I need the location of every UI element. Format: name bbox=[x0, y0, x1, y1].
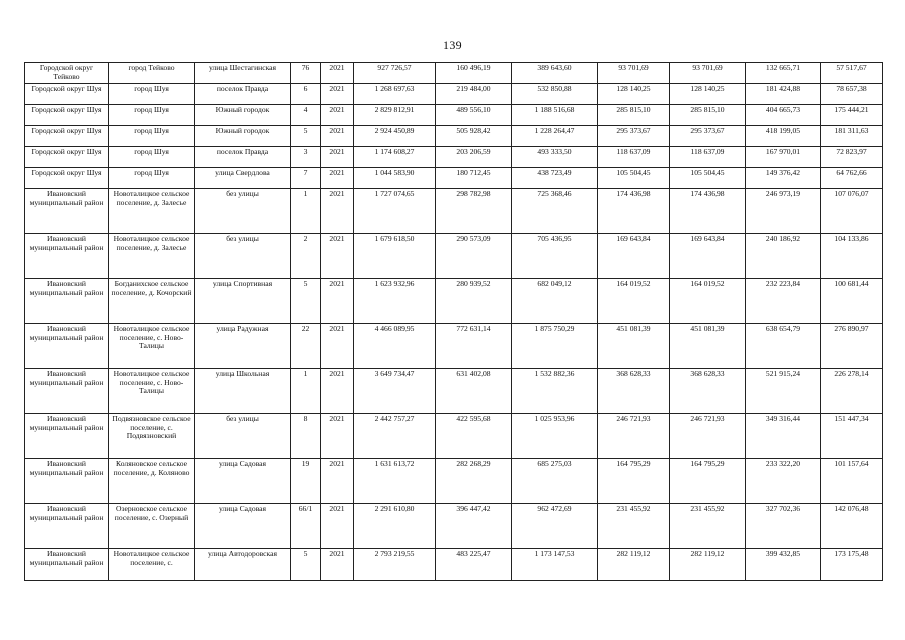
cell-municipality: Ивановский муниципальный район bbox=[25, 369, 109, 414]
cell-cost-col-10: 231 455,92 bbox=[670, 504, 746, 549]
cell-street: Южный городок bbox=[195, 126, 291, 147]
cell-street: улица Садовая bbox=[195, 504, 291, 549]
cell-year: 2021 bbox=[321, 234, 354, 279]
table-row bbox=[25, 105, 883, 126]
cell-cost-col-11: 418 199,05 bbox=[746, 126, 821, 147]
cell-settlement: Подвязновское сельское поселение, с. Подвязновский bbox=[109, 414, 195, 459]
cell-cost-col-12: 72 823,97 bbox=[821, 147, 883, 168]
cell-cost-col-10: 93 701,69 bbox=[670, 63, 746, 84]
cell-street: улица Шестагинская bbox=[195, 63, 291, 84]
cell-total-cost: 4 466 089,95 bbox=[354, 324, 436, 369]
table-row bbox=[25, 126, 883, 147]
cell-municipality: Ивановский муниципальный район bbox=[25, 459, 109, 504]
cell-cost-col-8: 1 025 953,96 bbox=[512, 414, 598, 459]
cell-year: 2021 bbox=[321, 147, 354, 168]
cell-total-cost: 2 793 219,55 bbox=[354, 549, 436, 581]
cell-total-cost: 3 649 734,47 bbox=[354, 369, 436, 414]
cell-street: поселок Правда bbox=[195, 147, 291, 168]
cell-cost-col-9: 164 019,52 bbox=[598, 279, 670, 324]
cell-cost-col-7: 422 595,68 bbox=[436, 414, 512, 459]
cell-settlement: Новоталицкое сельское поселение, с. Ново-Талицы bbox=[109, 324, 195, 369]
cell-street: Южный городок bbox=[195, 105, 291, 126]
cell-cost-col-10: 368 628,33 bbox=[670, 369, 746, 414]
cell-municipality: Ивановский муниципальный район bbox=[25, 189, 109, 234]
cell-cost-col-10: 164 795,29 bbox=[670, 459, 746, 504]
cell-cost-col-8: 532 850,88 bbox=[512, 84, 598, 105]
cell-cost-col-9: 93 701,69 bbox=[598, 63, 670, 84]
cell-cost-col-9: 285 815,10 bbox=[598, 105, 670, 126]
cell-cost-col-8: 725 368,46 bbox=[512, 189, 598, 234]
cell-year: 2021 bbox=[321, 126, 354, 147]
cell-cost-col-12: 101 157,64 bbox=[821, 459, 883, 504]
cell-cost-col-9: 295 373,67 bbox=[598, 126, 670, 147]
cell-settlement: город Шуя bbox=[109, 105, 195, 126]
cell-cost-col-12: 57 517,67 bbox=[821, 63, 883, 84]
cell-house-number: 7 bbox=[291, 168, 321, 189]
cell-settlement: Озерновское сельское поселение, с. Озерный bbox=[109, 504, 195, 549]
cell-cost-col-12: 100 681,44 bbox=[821, 279, 883, 324]
cell-cost-col-8: 1 188 516,68 bbox=[512, 105, 598, 126]
cell-cost-col-11: 240 186,92 bbox=[746, 234, 821, 279]
cell-house-number: 3 bbox=[291, 147, 321, 168]
cell-municipality: Ивановский муниципальный район bbox=[25, 279, 109, 324]
cell-cost-col-9: 451 081,39 bbox=[598, 324, 670, 369]
cell-cost-col-10: 282 119,12 bbox=[670, 549, 746, 581]
cell-street: улица Автодоровская bbox=[195, 549, 291, 581]
cell-year: 2021 bbox=[321, 414, 354, 459]
cell-cost-col-11: 167 970,01 bbox=[746, 147, 821, 168]
cell-cost-col-12: 175 444,21 bbox=[821, 105, 883, 126]
cell-cost-col-10: 164 019,52 bbox=[670, 279, 746, 324]
cell-total-cost: 1 174 608,27 bbox=[354, 147, 436, 168]
table-row bbox=[25, 504, 883, 549]
cell-municipality: Ивановский муниципальный район bbox=[25, 414, 109, 459]
cell-municipality: Ивановский муниципальный район bbox=[25, 234, 109, 279]
cell-total-cost: 1 679 618,50 bbox=[354, 234, 436, 279]
cell-settlement: Коляновское сельское поселение, д. Коляново bbox=[109, 459, 195, 504]
cell-cost-col-11: 404 665,73 bbox=[746, 105, 821, 126]
cell-cost-col-8: 1 875 750,29 bbox=[512, 324, 598, 369]
cell-municipality: Городской округ Тейково bbox=[25, 63, 109, 84]
cell-cost-col-10: 105 504,45 bbox=[670, 168, 746, 189]
cell-year: 2021 bbox=[321, 504, 354, 549]
cell-house-number: 76 bbox=[291, 63, 321, 84]
cell-cost-col-9: 169 643,84 bbox=[598, 234, 670, 279]
cell-year: 2021 bbox=[321, 324, 354, 369]
cell-cost-col-12: 107 076,07 bbox=[821, 189, 883, 234]
cell-cost-col-7: 282 268,29 bbox=[436, 459, 512, 504]
cell-house-number: 1 bbox=[291, 189, 321, 234]
cell-year: 2021 bbox=[321, 189, 354, 234]
cell-cost-col-10: 295 373,67 bbox=[670, 126, 746, 147]
cell-street: улица Школьная bbox=[195, 369, 291, 414]
cell-total-cost: 1 623 932,96 bbox=[354, 279, 436, 324]
cell-cost-col-7: 290 573,09 bbox=[436, 234, 512, 279]
registry-table-body bbox=[25, 63, 883, 581]
cell-cost-col-8: 493 333,50 bbox=[512, 147, 598, 168]
cell-cost-col-12: 276 890,97 bbox=[821, 324, 883, 369]
cell-street: улица Свердлова bbox=[195, 168, 291, 189]
cell-total-cost: 1 631 613,72 bbox=[354, 459, 436, 504]
table-row bbox=[25, 324, 883, 369]
cell-house-number: 66/1 bbox=[291, 504, 321, 549]
cell-settlement: Богданихское сельское поселение, д. Кочорский bbox=[109, 279, 195, 324]
cell-cost-col-8: 685 275,03 bbox=[512, 459, 598, 504]
cell-cost-col-11: 181 424,88 bbox=[746, 84, 821, 105]
cell-settlement: Новоталицкое сельское поселение, с. Ново-Талицы bbox=[109, 369, 195, 414]
cell-cost-col-7: 203 206,59 bbox=[436, 147, 512, 168]
cell-cost-col-7: 772 631,14 bbox=[436, 324, 512, 369]
cell-cost-col-10: 118 637,09 bbox=[670, 147, 746, 168]
cell-cost-col-8: 705 436,95 bbox=[512, 234, 598, 279]
cell-house-number: 19 bbox=[291, 459, 321, 504]
table-row bbox=[25, 147, 883, 168]
cell-year: 2021 bbox=[321, 84, 354, 105]
cell-cost-col-8: 1 532 882,36 bbox=[512, 369, 598, 414]
cell-year: 2021 bbox=[321, 459, 354, 504]
cell-street: поселок Правда bbox=[195, 84, 291, 105]
cell-total-cost: 1 727 074,65 bbox=[354, 189, 436, 234]
cell-house-number: 22 bbox=[291, 324, 321, 369]
cell-year: 2021 bbox=[321, 168, 354, 189]
cell-cost-col-12: 173 175,48 bbox=[821, 549, 883, 581]
cell-cost-col-10: 174 436,98 bbox=[670, 189, 746, 234]
cell-settlement: город Шуя bbox=[109, 126, 195, 147]
cell-cost-col-12: 142 076,48 bbox=[821, 504, 883, 549]
cell-street: без улицы bbox=[195, 189, 291, 234]
cell-year: 2021 bbox=[321, 279, 354, 324]
cell-municipality: Ивановский муниципальный район bbox=[25, 504, 109, 549]
cell-street: без улицы bbox=[195, 414, 291, 459]
cell-municipality: Городской округ Шуя bbox=[25, 105, 109, 126]
cell-cost-col-11: 233 322,20 bbox=[746, 459, 821, 504]
cell-cost-col-7: 180 712,45 bbox=[436, 168, 512, 189]
cell-cost-col-9: 128 140,25 bbox=[598, 84, 670, 105]
cell-cost-col-11: 521 915,24 bbox=[746, 369, 821, 414]
cell-year: 2021 bbox=[321, 105, 354, 126]
cell-cost-col-8: 962 472,69 bbox=[512, 504, 598, 549]
cell-municipality: Городской округ Шуя bbox=[25, 126, 109, 147]
cell-total-cost: 927 726,57 bbox=[354, 63, 436, 84]
cell-total-cost: 2 829 812,91 bbox=[354, 105, 436, 126]
cell-cost-col-12: 104 133,86 bbox=[821, 234, 883, 279]
cell-settlement: город Шуя bbox=[109, 84, 195, 105]
cell-cost-col-7: 396 447,42 bbox=[436, 504, 512, 549]
cell-cost-col-9: 246 721,93 bbox=[598, 414, 670, 459]
cell-house-number: 5 bbox=[291, 126, 321, 147]
cell-cost-col-9: 164 795,29 bbox=[598, 459, 670, 504]
cell-cost-col-9: 105 504,45 bbox=[598, 168, 670, 189]
cell-cost-col-7: 280 939,52 bbox=[436, 279, 512, 324]
table-row bbox=[25, 414, 883, 459]
cell-settlement: город Тейково bbox=[109, 63, 195, 84]
cell-cost-col-11: 149 376,42 bbox=[746, 168, 821, 189]
table-row bbox=[25, 63, 883, 84]
cell-cost-col-12: 226 278,14 bbox=[821, 369, 883, 414]
cell-cost-col-11: 246 973,19 bbox=[746, 189, 821, 234]
cell-cost-col-7: 219 484,00 bbox=[436, 84, 512, 105]
cell-cost-col-12: 151 447,34 bbox=[821, 414, 883, 459]
cell-cost-col-8: 1 228 264,47 bbox=[512, 126, 598, 147]
cell-cost-col-10: 451 081,39 bbox=[670, 324, 746, 369]
table-row bbox=[25, 168, 883, 189]
cell-total-cost: 2 442 757,27 bbox=[354, 414, 436, 459]
cell-settlement: Новоталицкое сельское поселение, с. bbox=[109, 549, 195, 581]
cell-cost-col-8: 438 723,49 bbox=[512, 168, 598, 189]
cell-house-number: 5 bbox=[291, 279, 321, 324]
cell-house-number: 6 bbox=[291, 84, 321, 105]
cell-cost-col-10: 285 815,10 bbox=[670, 105, 746, 126]
cell-municipality: Городской округ Шуя bbox=[25, 168, 109, 189]
cell-municipality: Городской округ Шуя bbox=[25, 147, 109, 168]
cell-municipality: Ивановский муниципальный район bbox=[25, 549, 109, 581]
cell-house-number: 5 bbox=[291, 549, 321, 581]
cell-street: улица Радужная bbox=[195, 324, 291, 369]
cell-cost-col-8: 682 049,12 bbox=[512, 279, 598, 324]
cell-cost-col-8: 1 173 147,53 bbox=[512, 549, 598, 581]
cell-cost-col-12: 78 657,38 bbox=[821, 84, 883, 105]
cell-house-number: 2 bbox=[291, 234, 321, 279]
cell-cost-col-8: 389 643,60 bbox=[512, 63, 598, 84]
cell-cost-col-11: 327 702,36 bbox=[746, 504, 821, 549]
registry-table bbox=[24, 62, 883, 581]
cell-street: улица Садовая bbox=[195, 459, 291, 504]
cell-year: 2021 bbox=[321, 549, 354, 581]
cell-settlement: Новоталицкое сельское поселение, д. Залесье bbox=[109, 189, 195, 234]
table-row bbox=[25, 459, 883, 504]
cell-settlement: город Шуя bbox=[109, 147, 195, 168]
cell-cost-col-11: 349 316,44 bbox=[746, 414, 821, 459]
cell-municipality: Городской округ Шуя bbox=[25, 84, 109, 105]
cell-street: без улицы bbox=[195, 234, 291, 279]
cell-total-cost: 1 268 697,63 bbox=[354, 84, 436, 105]
cell-cost-col-7: 489 556,10 bbox=[436, 105, 512, 126]
cell-cost-col-12: 181 311,63 bbox=[821, 126, 883, 147]
cell-cost-col-10: 128 140,25 bbox=[670, 84, 746, 105]
cell-cost-col-10: 246 721,93 bbox=[670, 414, 746, 459]
cell-cost-col-9: 174 436,98 bbox=[598, 189, 670, 234]
cell-total-cost: 2 291 610,80 bbox=[354, 504, 436, 549]
cell-house-number: 8 bbox=[291, 414, 321, 459]
cell-cost-col-7: 160 496,19 bbox=[436, 63, 512, 84]
cell-cost-col-11: 399 432,85 bbox=[746, 549, 821, 581]
cell-cost-col-7: 505 928,42 bbox=[436, 126, 512, 147]
cell-year: 2021 bbox=[321, 369, 354, 414]
cell-cost-col-12: 64 762,66 bbox=[821, 168, 883, 189]
cell-municipality: Ивановский муниципальный район bbox=[25, 324, 109, 369]
table-row bbox=[25, 369, 883, 414]
cell-total-cost: 2 924 450,89 bbox=[354, 126, 436, 147]
cell-cost-col-9: 231 455,92 bbox=[598, 504, 670, 549]
cell-cost-col-10: 169 643,84 bbox=[670, 234, 746, 279]
cell-cost-col-9: 368 628,33 bbox=[598, 369, 670, 414]
cell-settlement: город Шуя bbox=[109, 168, 195, 189]
cell-cost-col-11: 232 223,84 bbox=[746, 279, 821, 324]
cell-house-number: 1 bbox=[291, 369, 321, 414]
table-row bbox=[25, 279, 883, 324]
table-row bbox=[25, 84, 883, 105]
cell-cost-col-7: 298 782,98 bbox=[436, 189, 512, 234]
table-row bbox=[25, 549, 883, 581]
table-row bbox=[25, 189, 883, 234]
cell-settlement: Новоталицкое сельское поселение, д. Залесье bbox=[109, 234, 195, 279]
cell-cost-col-11: 638 654,79 bbox=[746, 324, 821, 369]
table-row bbox=[25, 234, 883, 279]
page-number: 139 bbox=[443, 38, 462, 52]
cell-cost-col-11: 132 665,71 bbox=[746, 63, 821, 84]
cell-street: улица Спортивная bbox=[195, 279, 291, 324]
cell-cost-col-7: 631 402,08 bbox=[436, 369, 512, 414]
cell-cost-col-9: 282 119,12 bbox=[598, 549, 670, 581]
cell-year: 2021 bbox=[321, 63, 354, 84]
cell-total-cost: 1 044 583,90 bbox=[354, 168, 436, 189]
cell-cost-col-9: 118 637,09 bbox=[598, 147, 670, 168]
cell-cost-col-7: 483 225,47 bbox=[436, 549, 512, 581]
cell-house-number: 4 bbox=[291, 105, 321, 126]
